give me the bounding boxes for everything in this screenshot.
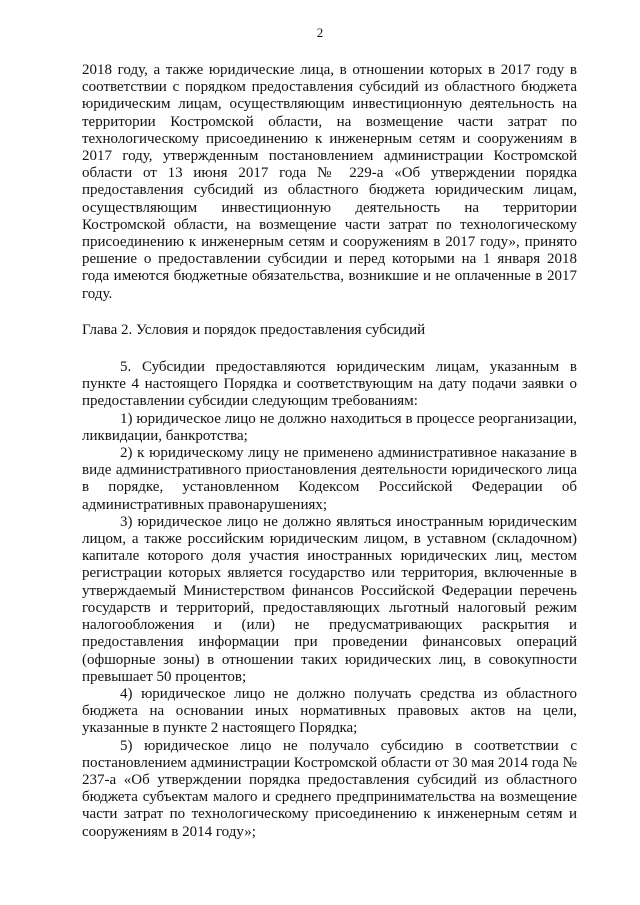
requirement-item-5: 5) юридическое лицо не получало субсидию в соответствии с постановлением администрации Костромской области от 30 мая 2014 года № 237-а «Об утверждении порядка предоставления субсидий из областного бюджета субъектам малого и среднего предпринимательства на возмещение части затрат по технологическому присоединению к инженерным сетям и сооружениям в 2014 году»; <box>82 737 577 840</box>
requirement-item-3: 3) юридическое лицо не должно являться иностранным юридическим лицом, а также российским юридическим лицом, в уставном (складочном) капитале которого доля участия иностранных юридических лиц, местом регистрации которых является государство или территория, включенные в утверждаемый Министерством финансов Российской Федерации перечень государств и территорий, предоставляющих льготный налоговый режим налогообложения и (или) не предусматривающих раскрытия и предоставления информации при проведении финансовых операций (офшорные зоны) в отношении таких юридических лиц, в совокупности превышает 50 процентов; <box>82 513 577 685</box>
requirement-item-4: 4) юридическое лицо не должно получать средства из областного бюджета на основании иных нормативных правовых актов на цели, указанные в пункте 2 настоящего Порядка; <box>82 685 577 737</box>
requirement-item-1: 1) юридическое лицо не должно находиться в процессе реорганизации, ликвидации, банкротства; <box>82 410 577 444</box>
requirement-item-2: 2) к юридическому лицу не применено административное наказание в виде административного приостановления деятельности юридического лица в порядке, установленном Кодексом Российской Федерации об административных правонарушениях; <box>82 445 577 513</box>
clause-5-paragraph: 5. Субсидии предоставляются юридическим лицам, указанным в пункте 4 настоящего Порядка и соответствующим на дату подачи заявки о предоставлении субсидии следующим требованиям: <box>82 359 577 410</box>
chapter-heading: Глава 2. Условия и порядок предоставления субсидий <box>82 321 426 338</box>
document-body <box>82 62 577 841</box>
intro-paragraph: 2018 году, а также юридические лица, в отношении которых в 2017 году в соответствии с порядком предоставления субсидий из областного бюджета юридическим лицам, осуществляющим инвестиционную деятельность на территории Костромской области, на возмещение части затрат по технологическому присоединению к инженерным сетям и сооружениям в 2017 году, утвержденным постановлением администрации Костромской области от 13 июня 2017 года № 229-а «Об утверждении порядка предоставления субсидий из областного бюджета юридическим лицам, осуществляющим инвестиционную деятельность на территории Костромской области, на возмещение части затрат по технологическому присоединению к инженерным сетям и сооружениям в 2017 году», принято решение о предоставлении субсидии и перед которыми на 1 января 2018 года имеются бюджетные обязательства, возникшие и не оплаченные в 2017 году. <box>82 62 577 302</box>
page-number: 2 <box>316 25 324 40</box>
